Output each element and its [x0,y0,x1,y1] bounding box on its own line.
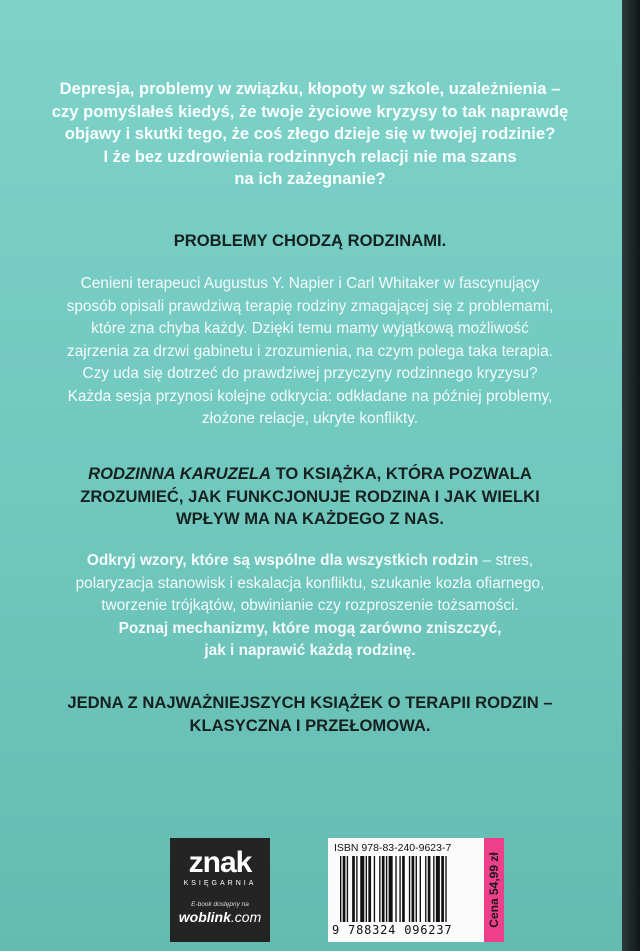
statement-line [40,463,580,486]
intro-line: czy pomyślałeś kiedyś, że twoje życiowe kryzysy to tak naprawdę [51,101,569,121]
ebook-site-bold: woblink [178,909,231,925]
description-line: Każda sesja przynosi kolejne odkrycia: odkładane na później problemy, [67,387,553,405]
patterns-line: Poznaj mechanizmy, które mogą zarówno zniszczyć, [118,619,502,637]
barcode-label [328,838,484,942]
patterns-lead: Odkryj wzory, które są wspólne dla wszystkich rodzin [86,552,479,569]
ebook-site [170,909,270,925]
tagline: PROBLEMY CHODZĄ RODZINAMI. [173,231,447,250]
publisher-brand: znak [188,846,252,879]
statement-paragraph [40,463,580,531]
publisher-logo [170,838,270,942]
price-text: Cena 54,99 zł [487,852,501,928]
closing-line: KLASYCZNA I PRZEŁOMOWA. [189,715,431,735]
closing-paragraph [40,692,580,737]
patterns-line: jak i naprawić każdą rodzinę. [204,642,416,659]
description-line: sposób opisali prawdziwą terapię rodziny zmagającej się z problemami, [66,297,554,315]
intro-line: Depresja, problemy w związku, kłopoty w szkole, uzależnienia – [59,79,561,98]
statement-line: ZROZUMIEĆ, JAK FUNKCJONUJE RODZINA I JAK WIELKI [80,486,540,506]
patterns-lead-rest: – stres, [478,552,534,569]
description-line: Czy uda się dotrzeć do prawdziwej przyczyny rodzinnego kryzysu? [82,365,538,382]
book-edge [622,0,640,951]
patterns-line: tworzenie trójkątów, obwinianie czy rozproszenie tożsamości. [101,597,519,614]
price-tag [484,838,504,942]
closing-line: JEDNA Z NAJWAŻNIEJSZYCH KSIĄŻEK O TERAPII RODZIN – [67,693,553,712]
intro-line: na ich zażegnanie? [234,169,386,188]
description-line: które zna chyba każdy. Dzięki temu mamy wyjątkową możliwość [91,320,529,337]
isbn-text: ISBN 978-83-240-9623-7 [334,842,452,854]
intro-line: objawy i skutki tego, że coś złego dzieje się w twojej rodzinie? [64,124,556,143]
statement-line-rest: TO KSIĄŻKA, KTÓRA POZWALA [270,464,532,483]
description-paragraph [40,273,580,431]
intro-line: I że bez uzdrowienia rodzinnych relacji nie ma szans [103,146,517,166]
barcode-icon [340,856,480,922]
description-line: zajrzenia za drzwi gabinetu i zrozumienia, na czym polega taka terapia. [67,342,553,360]
description-line: złożone relacje, ukryte konflikty. [201,410,419,427]
barcode-digits: 9 788324 096237 [332,923,453,937]
ebook-note: E-book dostępny na [191,901,249,908]
statement-line: WPŁYW MA NA KAŻDEGO Z NAS. [176,509,444,528]
patterns-paragraph [40,550,580,663]
patterns-line: polaryzacja stanowisk i eskalacja konfliktu, szukanie kozła ofiarnego, [75,574,545,592]
patterns-line [40,550,580,573]
book-title: RODZINNA KARUZELA [88,464,271,483]
intro-paragraph [40,78,580,191]
ebook-site-rest: .com [230,909,262,925]
description-line: Cenieni terapeuci Augustus Y. Napier i Carl Whitaker w fascynujący [80,275,540,292]
publisher-sub: KSIĘGARNIA [183,880,257,887]
